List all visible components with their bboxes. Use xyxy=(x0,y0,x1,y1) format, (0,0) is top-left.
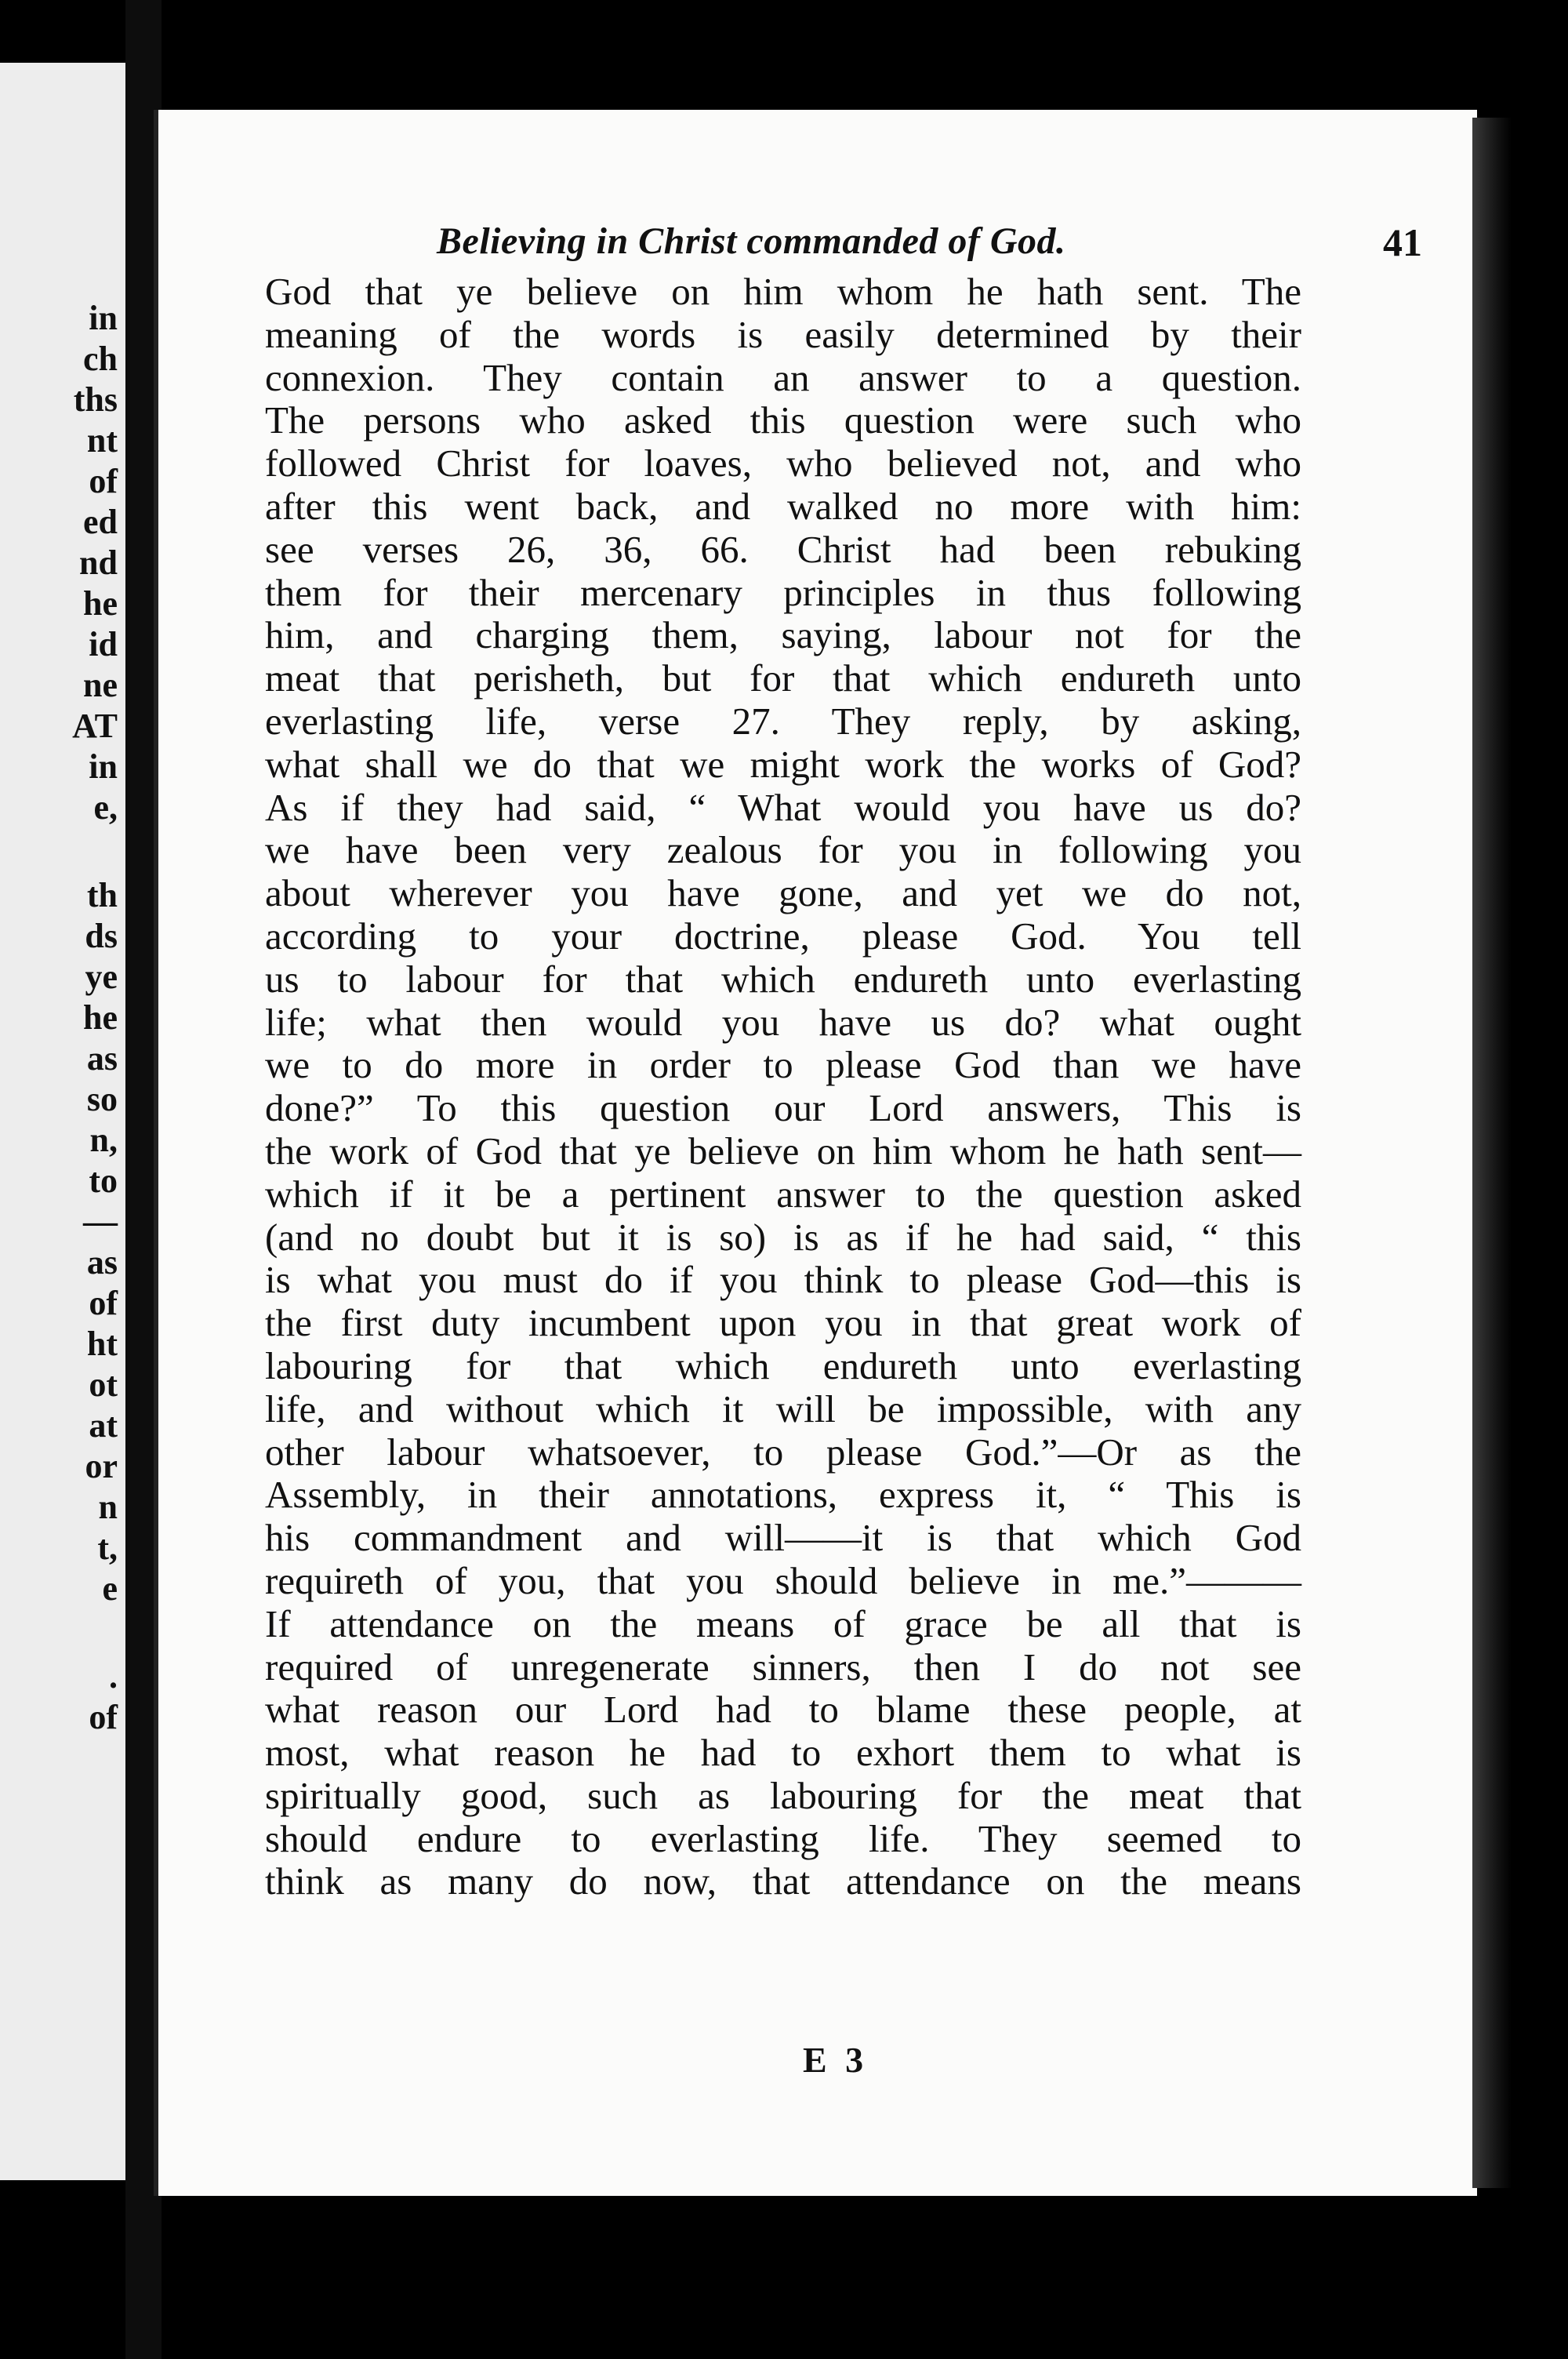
facing-page-text xyxy=(8,298,118,1738)
text-line: meaning of the words is easily determined by their xyxy=(265,312,1301,356)
facing-page-fragment-line: ch xyxy=(83,340,118,378)
facing-page-fragment-line: ds xyxy=(85,917,118,955)
facing-page-fragment-line: at xyxy=(89,1406,118,1445)
facing-page-fragment-line: nt xyxy=(86,421,118,460)
facing-page-fragment-line: of xyxy=(89,1284,118,1322)
body-text xyxy=(265,271,1301,1903)
text-line: everlasting life, verse 27. They reply, by asking, xyxy=(265,699,1301,743)
text-line: what shall we do that we might work the works of God? xyxy=(265,742,1301,786)
facing-page-fragment-line: e, xyxy=(93,788,118,827)
text-line: required of unregenerate sinners, then I do not see xyxy=(265,1645,1301,1688)
facing-page-fragment-line: th xyxy=(86,876,118,914)
text-line: the work of God that ye believe on him whom he hath sent— xyxy=(265,1129,1301,1172)
text-line: life, and without which it will be impossible, with any xyxy=(265,1387,1301,1430)
facing-page-fragment-line: . xyxy=(109,1657,118,1696)
facing-page-fragment-line: ths xyxy=(73,380,118,419)
text-line: most, what reason he had to exhort them to what is xyxy=(265,1731,1301,1775)
facing-page-fragment-line: he xyxy=(83,998,118,1037)
text-line: see verses 26, 36, 66. Christ had been rebuking xyxy=(265,527,1301,571)
page-number: 41 xyxy=(1383,220,1422,264)
book-page xyxy=(154,110,1477,2196)
facing-page-fragment-line: of xyxy=(89,462,118,500)
facing-page-fragment-line: nd xyxy=(79,543,118,582)
facing-page-fragment-line: AT xyxy=(72,707,118,745)
text-line: followed Christ for loaves, who believed not, and who xyxy=(265,442,1301,485)
text-line: is what you must do if you think to please God—this is xyxy=(265,1258,1301,1302)
facing-page-fragment-line: as xyxy=(86,1243,118,1281)
text-line: The persons who asked this question were such who xyxy=(265,398,1301,442)
facing-page-fragment-line: ht xyxy=(86,1325,118,1363)
facing-page-fragment-line xyxy=(8,1609,118,1656)
text-line: If attendance on the means of grace be all that is xyxy=(265,1601,1301,1645)
text-line: which if it be a pertinent answer to the question asked xyxy=(265,1172,1301,1216)
text-line: meat that perisheth, but for that which endureth unto xyxy=(265,656,1301,700)
text-line: we have been very zealous for you in following you xyxy=(265,828,1301,872)
facing-page-fragment-line: ne xyxy=(83,666,118,704)
text-line: spiritually good, such as labouring for the meat that xyxy=(265,1773,1301,1817)
facing-page-fragment-line: or xyxy=(85,1447,118,1485)
text-line: about wherever you have gone, and yet we do not, xyxy=(265,871,1301,915)
text-line: us to labour for that which endureth unto everlasting xyxy=(265,957,1301,1001)
facing-page-fragment-line: in xyxy=(89,299,118,337)
text-line: Assembly, in their annotations, express it, “ This is xyxy=(265,1473,1301,1517)
running-head: Believing in Christ commanded of God. xyxy=(437,220,1066,262)
facing-page-fragment-line: n, xyxy=(89,1121,118,1159)
text-line: (and no doubt but it is so) is as if he had said, “ this xyxy=(265,1215,1301,1259)
facing-page-fragment-line: e xyxy=(102,1569,118,1608)
facing-page-fragment-line: ot xyxy=(89,1365,118,1404)
text-line: them for their mercenary principles in thus following xyxy=(265,570,1301,614)
text-line: after this went back, and walked no more with him: xyxy=(265,484,1301,528)
facing-page-fragment-line: as xyxy=(86,1039,118,1078)
facing-page-fragment-line: so xyxy=(86,1080,118,1118)
text-line: we to do more in order to please God than we have xyxy=(265,1043,1301,1087)
text-line: should endure to everlasting life. They seemed to xyxy=(265,1816,1301,1860)
text-line: other labour whatsoever, to please God.”—Or as the xyxy=(265,1430,1301,1474)
text-line: according to your doctrine, please God. You tell xyxy=(265,914,1301,958)
facing-page-fragment-line xyxy=(8,828,118,875)
text-line: think as many do now, that attendance on the means xyxy=(265,1859,1301,1903)
facing-page-fragment-line: id xyxy=(89,625,118,663)
facing-page-fragment-line: to xyxy=(89,1161,118,1200)
text-line: done?” To this question our Lord answers, This is xyxy=(265,1086,1301,1130)
facing-page-fragment xyxy=(0,63,125,2180)
text-line: God that ye believe on him whom he hath sent. The xyxy=(265,270,1301,313)
facing-page-fragment-line: t, xyxy=(97,1528,118,1567)
text-line: As if they had said, “ What would you have us do? xyxy=(265,785,1301,829)
text-line: requireth of you, that you should believe in me.”——— xyxy=(265,1558,1301,1602)
facing-page-fragment-line: ed xyxy=(83,503,118,541)
signature-mark: E 3 xyxy=(803,2040,869,2080)
facing-page-fragment-line: — xyxy=(83,1202,118,1241)
page-edge xyxy=(1472,118,1512,2188)
text-line: the first duty incumbent upon you in that great work of xyxy=(265,1301,1301,1345)
facing-page-fragment-line: of xyxy=(89,1698,118,1736)
facing-page-fragment-line: he xyxy=(83,584,118,623)
text-line: labouring for that which endureth unto everlasting xyxy=(265,1343,1301,1387)
facing-page-fragment-line: n xyxy=(98,1488,118,1526)
text-line: him, and charging them, saying, labour not for the xyxy=(265,613,1301,657)
text-line: what reason our Lord had to blame these people, at xyxy=(265,1688,1301,1732)
text-line: his commandment and will——it is that which God xyxy=(265,1516,1301,1560)
facing-page-fragment-line: in xyxy=(89,747,118,786)
facing-page-fragment-line: ye xyxy=(85,958,118,996)
text-line: connexion. They contain an answer to a question. xyxy=(265,355,1301,399)
text-line: life; what then would you have us do? what ought xyxy=(265,1000,1301,1044)
